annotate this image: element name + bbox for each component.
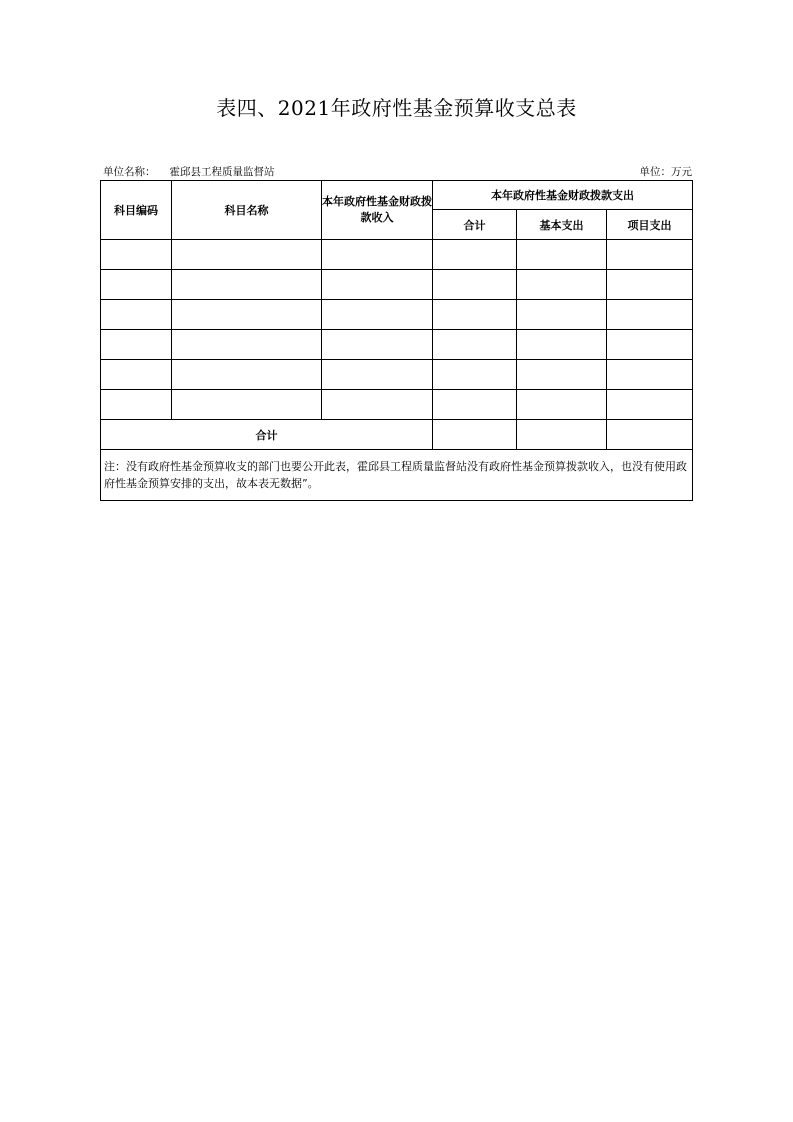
cell-name	[172, 390, 322, 420]
cell-code	[101, 240, 172, 270]
cell-code	[101, 390, 172, 420]
cell-income	[322, 270, 433, 300]
currency-unit: 单位：万元	[639, 166, 692, 178]
cell-total	[433, 360, 517, 390]
cell-income	[322, 240, 433, 270]
note-row	[101, 450, 693, 501]
total-basic	[517, 420, 607, 450]
unit-name-line	[103, 164, 275, 179]
total-sum	[433, 420, 517, 450]
header-expenditure-group: 本年政府性基金财政拨款支出	[433, 181, 693, 210]
cell-income	[322, 360, 433, 390]
cell-total	[433, 240, 517, 270]
cell-basic	[517, 390, 607, 420]
cell-total	[433, 390, 517, 420]
table-row	[101, 390, 693, 420]
cell-income	[322, 300, 433, 330]
unit-name-label: 单位名称：	[103, 166, 156, 178]
cell-name	[172, 270, 322, 300]
table-row	[101, 240, 693, 270]
unit-name-value: 霍邱县工程质量监督站	[169, 166, 275, 178]
cell-basic	[517, 360, 607, 390]
cell-basic	[517, 240, 607, 270]
cell-name	[172, 330, 322, 360]
table-note: 注：没有政府性基金预算收支的部门也要公开此表，霍邱县工程质量监督站没有政府性基金预算拨款收入，也没有使用政府性基金预算安排的支出，故本表无数据”。	[101, 450, 693, 501]
cell-total	[433, 300, 517, 330]
page-title: 表四、2021年政府性基金预算收支总表	[216, 96, 577, 120]
cell-total	[433, 330, 517, 360]
table-row	[101, 300, 693, 330]
header-income: 本年政府性基金财政拨款收入	[322, 181, 433, 240]
cell-code	[101, 360, 172, 390]
cell-code	[101, 330, 172, 360]
cell-income	[322, 390, 433, 420]
cell-income	[322, 330, 433, 360]
cell-basic	[517, 330, 607, 360]
header-name: 科目名称	[172, 181, 322, 240]
total-row	[101, 420, 693, 450]
cell-basic	[517, 270, 607, 300]
cell-name	[172, 360, 322, 390]
cell-name	[172, 240, 322, 270]
cell-project	[607, 300, 693, 330]
header-total: 合计	[433, 210, 517, 240]
cell-total	[433, 270, 517, 300]
table-row	[101, 270, 693, 300]
header-project: 项目支出	[607, 210, 693, 240]
cell-project	[607, 240, 693, 270]
header-basic: 基本支出	[517, 210, 607, 240]
cell-project	[607, 330, 693, 360]
header-code: 科目编码	[101, 181, 172, 240]
cell-code	[101, 300, 172, 330]
cell-project	[607, 360, 693, 390]
cell-basic	[517, 300, 607, 330]
cell-name	[172, 300, 322, 330]
cell-code	[101, 270, 172, 300]
total-project	[607, 420, 693, 450]
table-row	[101, 360, 693, 390]
fund-budget-table	[100, 180, 693, 501]
cell-project	[607, 270, 693, 300]
cell-project	[607, 390, 693, 420]
table-row	[101, 330, 693, 360]
total-label: 合计	[101, 420, 433, 450]
